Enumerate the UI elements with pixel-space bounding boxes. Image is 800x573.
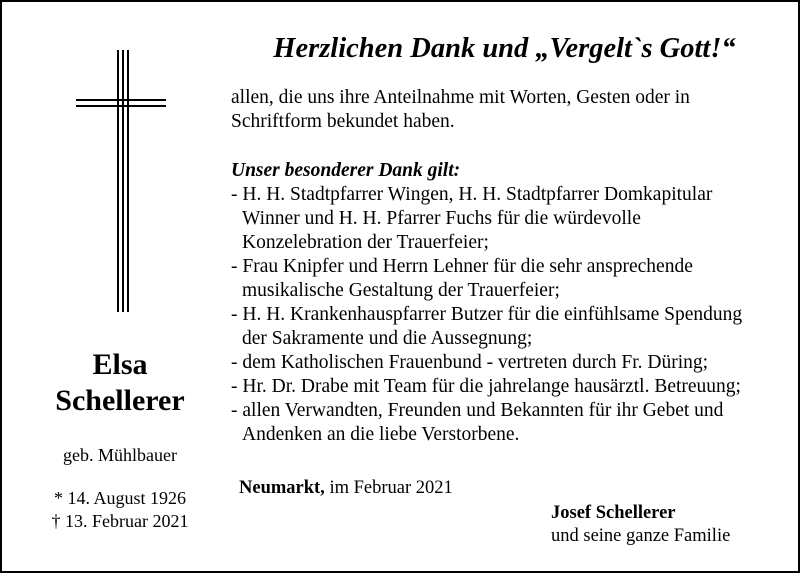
thanks-line: Winner und H. H. Pfarrer Fuchs für die würdevolle [242, 208, 641, 229]
maiden-name: geb. Mühlbauer [63, 445, 177, 465]
thank-you-heading: Herzlichen Dank und „Vergelt`s Gott!“ [273, 33, 736, 64]
thanks-line: Konzelebration der Trauerfeier; [242, 232, 489, 253]
signer-family: und seine ganze Familie [551, 526, 731, 546]
special-thanks-title: Unser besonderer Dank gilt: [231, 160, 461, 181]
deceased-first-name: Elsa [92, 348, 148, 381]
place-month: im Februar 2021 [329, 478, 453, 498]
intro-text [231, 86, 771, 134]
thanks-line: - H. H. Krankenhauspfarrer Butzer für die einfühlsame Spendung [231, 304, 743, 325]
place-city: Neumarkt, [239, 478, 325, 498]
birth-date: * 14. August 1926 [53, 488, 186, 508]
deceased-last-name: Schellerer [55, 384, 185, 417]
deceased-name [32, 347, 208, 419]
cross-icon [76, 50, 166, 312]
thanks-line: - allen Verwandten, Freunden und Bekannten für ihr Gebet und [231, 400, 724, 421]
thanks-line: - Hr. Dr. Drabe mit Team für die jahrelange hausärztl. Betreuung; [231, 376, 741, 397]
thanks-line: Andenken an die liebe Verstorbene. [242, 424, 520, 445]
special-thanks-list [231, 183, 776, 447]
thanks-line: der Sakramente und die Aussegnung; [242, 328, 533, 349]
thanks-line: - dem Katholischen Frauenbund - vertreten durch Fr. Düring; [231, 352, 709, 373]
thanks-line: - Frau Knipfer und Herrn Lehner für die sehr ansprechende [231, 256, 693, 277]
place-date [239, 477, 453, 499]
thanks-line: musikalische Gestaltung der Trauerfeier; [242, 280, 560, 301]
signature-block [551, 502, 730, 548]
signer-name: Josef Schellerer [551, 503, 676, 523]
intro-line: allen, die uns ihre Anteilnahme mit Worten, Gesten oder in [231, 87, 690, 108]
life-dates [32, 487, 208, 533]
thanks-line: - H. H. Stadtpfarrer Wingen, H. H. Stadtpfarrer Domkapitular [231, 184, 713, 205]
death-date: † 13. Februar 2021 [51, 511, 189, 531]
intro-line: Schriftform bekundet haben. [231, 111, 455, 132]
